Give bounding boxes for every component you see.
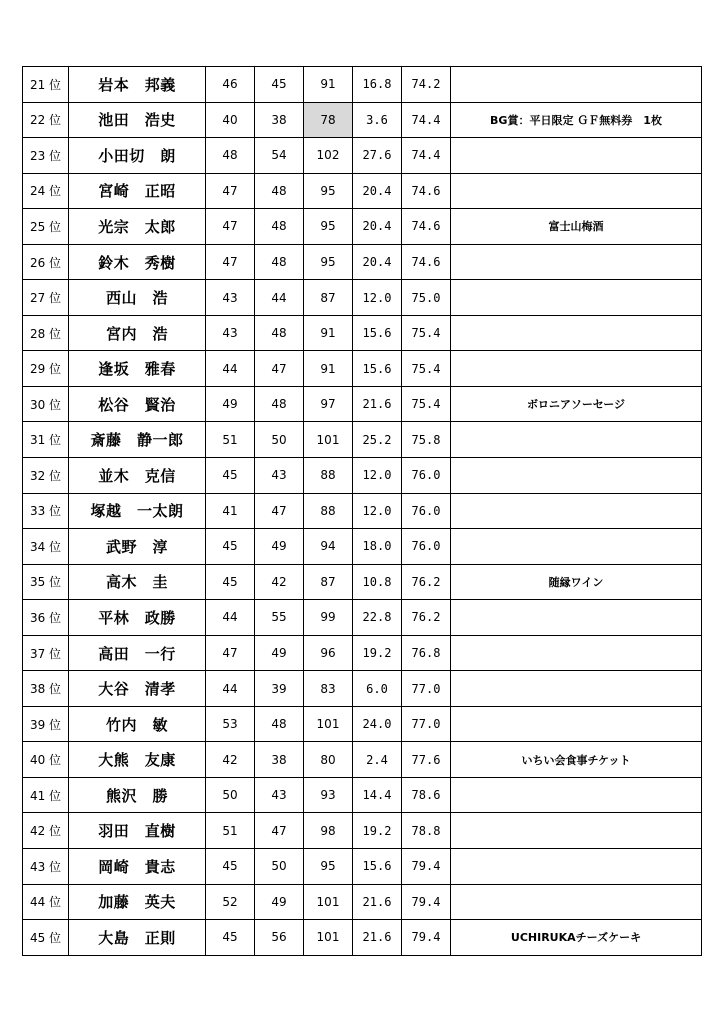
table-row: [23, 351, 702, 387]
out-score-cell: 48: [206, 138, 255, 174]
gross-score-cell: 94: [304, 529, 353, 565]
in-score-cell: 43: [255, 777, 304, 813]
handicap-cell: 10.8: [353, 564, 402, 600]
out-score-cell: 51: [206, 422, 255, 458]
gross-score-cell: 95: [304, 244, 353, 280]
table-row: [23, 777, 702, 813]
table-row: [23, 315, 702, 351]
net-score-cell: 75.4: [402, 386, 451, 422]
in-score-cell: 39: [255, 671, 304, 707]
net-score-cell: 76.0: [402, 493, 451, 529]
prize-cell: 随縁ワイン: [451, 564, 702, 600]
table-row: [23, 635, 702, 671]
gross-score-cell: 87: [304, 280, 353, 316]
handicap-cell: 20.4: [353, 173, 402, 209]
in-score-cell: 47: [255, 493, 304, 529]
in-score-cell: 49: [255, 884, 304, 920]
handicap-cell: 3.6: [353, 102, 402, 138]
gross-score-cell: 101: [304, 422, 353, 458]
table-row: [23, 529, 702, 565]
net-score-cell: 75.8: [402, 422, 451, 458]
in-score-cell: 47: [255, 351, 304, 387]
handicap-cell: 21.6: [353, 884, 402, 920]
table-row: [23, 280, 702, 316]
in-score-cell: 54: [255, 138, 304, 174]
gross-score-cell: 101: [304, 884, 353, 920]
player-name-cell: 宮崎 正昭: [69, 173, 206, 209]
net-score-cell: 79.4: [402, 920, 451, 956]
in-score-cell: 48: [255, 315, 304, 351]
gross-score-cell: 91: [304, 315, 353, 351]
handicap-cell: 21.6: [353, 386, 402, 422]
handicap-cell: 15.6: [353, 849, 402, 885]
net-score-cell: 78.6: [402, 777, 451, 813]
table-row: [23, 849, 702, 885]
table-row: [23, 67, 702, 103]
net-score-cell: 74.6: [402, 244, 451, 280]
player-name-cell: 光宗 太郎: [69, 209, 206, 245]
player-name-cell: 岡崎 貴志: [69, 849, 206, 885]
table-row: [23, 422, 702, 458]
out-score-cell: 51: [206, 813, 255, 849]
out-score-cell: 46: [206, 67, 255, 103]
in-score-cell: 38: [255, 742, 304, 778]
net-score-cell: 74.6: [402, 173, 451, 209]
gross-score-cell: 78: [304, 102, 353, 138]
out-score-cell: 45: [206, 920, 255, 956]
handicap-cell: 27.6: [353, 138, 402, 174]
in-score-cell: 55: [255, 600, 304, 636]
prize-cell: [451, 671, 702, 707]
player-name-cell: 鈴木 秀樹: [69, 244, 206, 280]
in-score-cell: 49: [255, 529, 304, 565]
player-name-cell: 宮内 浩: [69, 315, 206, 351]
handicap-cell: 20.4: [353, 209, 402, 245]
prize-cell: いちい会食事チケット: [451, 742, 702, 778]
in-score-cell: 38: [255, 102, 304, 138]
out-score-cell: 44: [206, 351, 255, 387]
handicap-cell: 12.0: [353, 458, 402, 494]
handicap-cell: 2.4: [353, 742, 402, 778]
net-score-cell: 76.2: [402, 600, 451, 636]
in-score-cell: 50: [255, 422, 304, 458]
rank-cell: 29 位: [23, 351, 69, 387]
handicap-cell: 12.0: [353, 280, 402, 316]
prize-cell: [451, 280, 702, 316]
out-score-cell: 47: [206, 173, 255, 209]
rank-cell: 31 位: [23, 422, 69, 458]
rank-cell: 44 位: [23, 884, 69, 920]
in-score-cell: 42: [255, 564, 304, 600]
in-score-cell: 48: [255, 244, 304, 280]
results-table: [22, 66, 702, 956]
out-score-cell: 45: [206, 529, 255, 565]
out-score-cell: 44: [206, 671, 255, 707]
player-name-cell: 大熊 友康: [69, 742, 206, 778]
out-score-cell: 47: [206, 209, 255, 245]
prize-cell: BG賞：平日限定 ＧＦ無料券 1枚: [451, 102, 702, 138]
in-score-cell: 48: [255, 173, 304, 209]
rank-cell: 33 位: [23, 493, 69, 529]
net-score-cell: 77.6: [402, 742, 451, 778]
gross-score-cell: 97: [304, 386, 353, 422]
rank-cell: 25 位: [23, 209, 69, 245]
rank-cell: 40 位: [23, 742, 69, 778]
in-score-cell: 48: [255, 209, 304, 245]
out-score-cell: 41: [206, 493, 255, 529]
out-score-cell: 50: [206, 777, 255, 813]
rank-cell: 34 位: [23, 529, 69, 565]
in-score-cell: 45: [255, 67, 304, 103]
net-score-cell: 74.6: [402, 209, 451, 245]
prize-cell: [451, 600, 702, 636]
player-name-cell: 高木 圭: [69, 564, 206, 600]
net-score-cell: 74.4: [402, 138, 451, 174]
player-name-cell: 高田 一行: [69, 635, 206, 671]
net-score-cell: 74.2: [402, 67, 451, 103]
gross-score-cell: 80: [304, 742, 353, 778]
player-name-cell: 逢坂 雅春: [69, 351, 206, 387]
table-row: [23, 102, 702, 138]
gross-score-cell: 102: [304, 138, 353, 174]
gross-score-cell: 91: [304, 67, 353, 103]
rank-cell: 27 位: [23, 280, 69, 316]
handicap-cell: 6.0: [353, 671, 402, 707]
net-score-cell: 76.2: [402, 564, 451, 600]
out-score-cell: 45: [206, 458, 255, 494]
prize-cell: [451, 351, 702, 387]
handicap-cell: 15.6: [353, 315, 402, 351]
prize-cell: [451, 706, 702, 742]
player-name-cell: 小田切 朗: [69, 138, 206, 174]
handicap-cell: 24.0: [353, 706, 402, 742]
in-score-cell: 49: [255, 635, 304, 671]
net-score-cell: 79.4: [402, 849, 451, 885]
prize-cell: [451, 884, 702, 920]
rank-cell: 38 位: [23, 671, 69, 707]
net-score-cell: 76.8: [402, 635, 451, 671]
rank-cell: 28 位: [23, 315, 69, 351]
prize-cell: [451, 777, 702, 813]
gross-score-cell: 93: [304, 777, 353, 813]
net-score-cell: 75.0: [402, 280, 451, 316]
rank-cell: 23 位: [23, 138, 69, 174]
player-name-cell: 並木 克信: [69, 458, 206, 494]
table-row: [23, 564, 702, 600]
table-row: [23, 884, 702, 920]
net-score-cell: 75.4: [402, 315, 451, 351]
net-score-cell: 78.8: [402, 813, 451, 849]
rank-cell: 30 位: [23, 386, 69, 422]
prize-cell: [451, 67, 702, 103]
gross-score-cell: 95: [304, 849, 353, 885]
handicap-cell: 15.6: [353, 351, 402, 387]
table-row: [23, 600, 702, 636]
out-score-cell: 53: [206, 706, 255, 742]
gross-score-cell: 96: [304, 635, 353, 671]
table-row: [23, 706, 702, 742]
gross-score-cell: 87: [304, 564, 353, 600]
gross-score-cell: 83: [304, 671, 353, 707]
net-score-cell: 77.0: [402, 706, 451, 742]
out-score-cell: 42: [206, 742, 255, 778]
out-score-cell: 45: [206, 564, 255, 600]
out-score-cell: 47: [206, 244, 255, 280]
handicap-cell: 19.2: [353, 813, 402, 849]
gross-score-cell: 101: [304, 920, 353, 956]
rank-cell: 35 位: [23, 564, 69, 600]
rank-cell: 21 位: [23, 67, 69, 103]
player-name-cell: 西山 浩: [69, 280, 206, 316]
prize-cell: [451, 244, 702, 280]
prize-cell: [451, 813, 702, 849]
rank-cell: 36 位: [23, 600, 69, 636]
in-score-cell: 56: [255, 920, 304, 956]
gross-score-cell: 88: [304, 493, 353, 529]
out-score-cell: 52: [206, 884, 255, 920]
out-score-cell: 43: [206, 280, 255, 316]
table-row: [23, 244, 702, 280]
prize-cell: [451, 529, 702, 565]
in-score-cell: 50: [255, 849, 304, 885]
prize-cell: UCHIRUKAチーズケーキ: [451, 920, 702, 956]
rank-cell: 45 位: [23, 920, 69, 956]
gross-score-cell: 91: [304, 351, 353, 387]
player-name-cell: 竹内 敏: [69, 706, 206, 742]
player-name-cell: 池田 浩史: [69, 102, 206, 138]
in-score-cell: 48: [255, 386, 304, 422]
table-row: [23, 671, 702, 707]
results-rows: [23, 67, 702, 956]
rank-cell: 26 位: [23, 244, 69, 280]
player-name-cell: 羽田 直樹: [69, 813, 206, 849]
gross-score-cell: 95: [304, 209, 353, 245]
prize-cell: 富士山梅酒: [451, 209, 702, 245]
player-name-cell: 武野 淳: [69, 529, 206, 565]
in-score-cell: 47: [255, 813, 304, 849]
table-row: [23, 493, 702, 529]
out-score-cell: 43: [206, 315, 255, 351]
net-score-cell: 79.4: [402, 884, 451, 920]
table-row: [23, 209, 702, 245]
out-score-cell: 49: [206, 386, 255, 422]
player-name-cell: 大島 正則: [69, 920, 206, 956]
rank-cell: 39 位: [23, 706, 69, 742]
rank-cell: 42 位: [23, 813, 69, 849]
gross-score-cell: 99: [304, 600, 353, 636]
out-score-cell: 40: [206, 102, 255, 138]
prize-cell: [451, 138, 702, 174]
player-name-cell: 岩本 邦義: [69, 67, 206, 103]
table-row: [23, 813, 702, 849]
table-row: [23, 742, 702, 778]
handicap-cell: 19.2: [353, 635, 402, 671]
gross-score-cell: 95: [304, 173, 353, 209]
table-row: [23, 458, 702, 494]
table-row: [23, 920, 702, 956]
net-score-cell: 75.4: [402, 351, 451, 387]
prize-cell: [451, 493, 702, 529]
prize-cell: [451, 635, 702, 671]
player-name-cell: 塚越 一太朗: [69, 493, 206, 529]
net-score-cell: 76.0: [402, 529, 451, 565]
handicap-cell: 22.8: [353, 600, 402, 636]
prize-cell: ボロニアソーセージ: [451, 386, 702, 422]
handicap-cell: 20.4: [353, 244, 402, 280]
player-name-cell: 斎藤 静一郎: [69, 422, 206, 458]
in-score-cell: 43: [255, 458, 304, 494]
rank-cell: 37 位: [23, 635, 69, 671]
prize-cell: [451, 458, 702, 494]
player-name-cell: 平林 政勝: [69, 600, 206, 636]
net-score-cell: 74.4: [402, 102, 451, 138]
rank-cell: 22 位: [23, 102, 69, 138]
player-name-cell: 熊沢 勝: [69, 777, 206, 813]
handicap-cell: 25.2: [353, 422, 402, 458]
table-row: [23, 173, 702, 209]
gross-score-cell: 88: [304, 458, 353, 494]
prize-cell: [451, 422, 702, 458]
gross-score-cell: 98: [304, 813, 353, 849]
prize-cell: [451, 173, 702, 209]
handicap-cell: 21.6: [353, 920, 402, 956]
player-name-cell: 加藤 英夫: [69, 884, 206, 920]
player-name-cell: 大谷 清孝: [69, 671, 206, 707]
handicap-cell: 16.8: [353, 67, 402, 103]
handicap-cell: 18.0: [353, 529, 402, 565]
table-row: [23, 386, 702, 422]
rank-cell: 32 位: [23, 458, 69, 494]
table-row: [23, 138, 702, 174]
gross-score-cell: 101: [304, 706, 353, 742]
handicap-cell: 14.4: [353, 777, 402, 813]
out-score-cell: 47: [206, 635, 255, 671]
player-name-cell: 松谷 賢治: [69, 386, 206, 422]
net-score-cell: 77.0: [402, 671, 451, 707]
rank-cell: 43 位: [23, 849, 69, 885]
prize-cell: [451, 849, 702, 885]
rank-cell: 24 位: [23, 173, 69, 209]
in-score-cell: 44: [255, 280, 304, 316]
rank-cell: 41 位: [23, 777, 69, 813]
out-score-cell: 45: [206, 849, 255, 885]
out-score-cell: 44: [206, 600, 255, 636]
prize-cell: [451, 315, 702, 351]
handicap-cell: 12.0: [353, 493, 402, 529]
net-score-cell: 76.0: [402, 458, 451, 494]
in-score-cell: 48: [255, 706, 304, 742]
